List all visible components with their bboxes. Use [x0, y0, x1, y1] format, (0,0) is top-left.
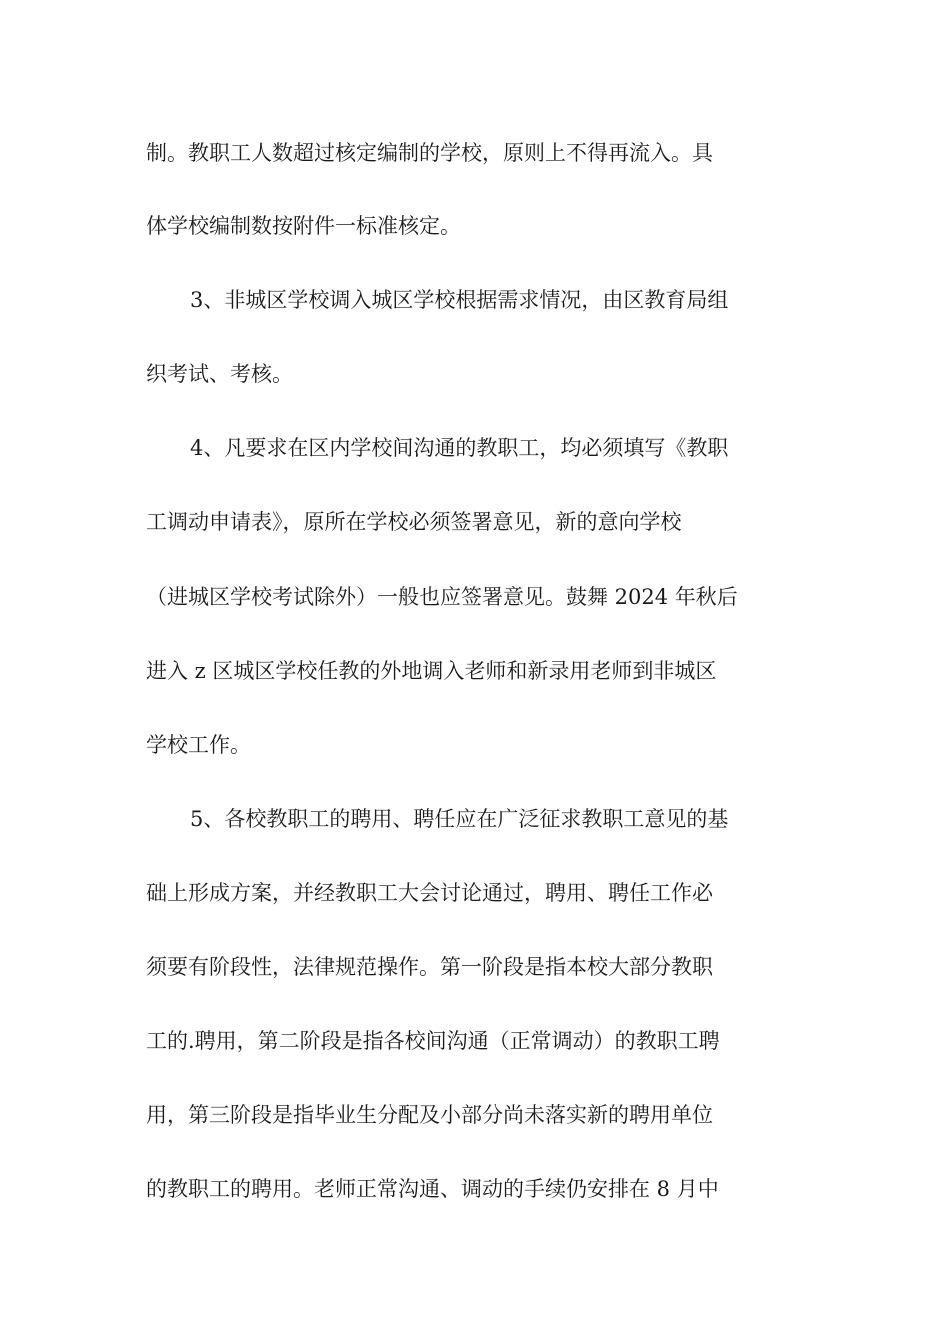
body-text-line: 制。教职工人数超过核定编制的学校，原则上不得再流入。具: [146, 141, 713, 165]
paragraph-4-start: 4、凡要求在区内学校间沟通的教职工，均必须填写《教职: [190, 436, 729, 460]
body-text-line: 工的.聘用，第二阶段是指各校间沟通（正常调动）的教职工聘: [146, 1029, 720, 1053]
body-text-line: 织考试、考核。: [146, 362, 293, 386]
body-text-line: 用，第三阶段是指毕业生分配及小部分尚未落实新的聘用单位: [146, 1103, 713, 1127]
body-text-line: 工调动申请表》，原所在学校必须签署意见，新的意向学校: [146, 510, 682, 534]
body-text-line: 体学校编制数按附件一标准核定。: [146, 214, 461, 238]
body-text-line: 须要有阶段性，法律规范操作。第一阶段是指本校大部分教职: [146, 955, 713, 979]
body-text-line: 础上形成方案，并经教职工大会讨论通过，聘用、聘任工作必: [146, 881, 713, 905]
paragraph-3-start: 3、非城区学校调入城区学校根据需求情况，由区教育局组: [190, 288, 729, 312]
paragraph-5-start: 5、各校教职工的聘用、聘任应在广泛征求教职工意见的基: [190, 807, 729, 831]
body-text-line: （进城区学校考试除外）一般也应签署意见。鼓舞 2024 年秋后: [146, 585, 738, 609]
body-text-line: 学校工作。: [146, 733, 251, 757]
body-text-line: 进入 z 区城区学校任教的外地调入老师和新录用老师到非城区: [146, 659, 717, 683]
body-text-line: 的教职工的聘用。老师正常沟通、调动的手续仍安排在 8 月中: [146, 1177, 719, 1201]
